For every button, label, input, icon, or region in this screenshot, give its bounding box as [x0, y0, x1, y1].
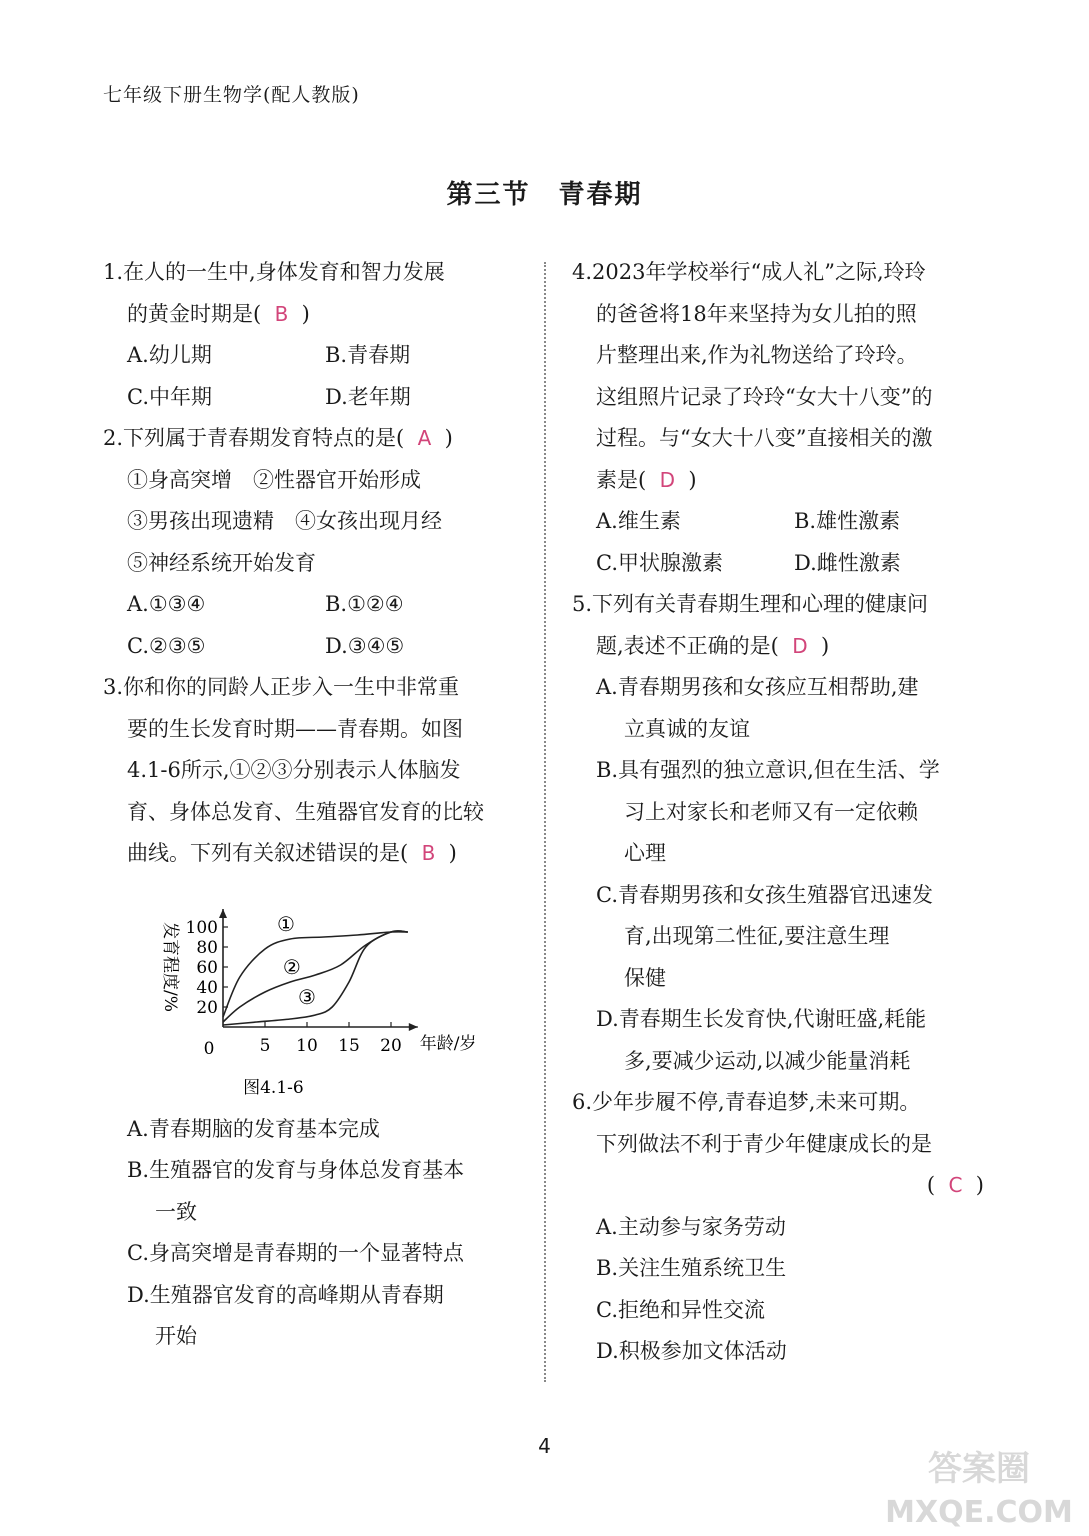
q5-stem-text: 题,表述不正确的是( — [596, 633, 779, 658]
x-tick-label: 20 — [380, 1035, 402, 1056]
q2-answer: A — [417, 426, 432, 450]
svg-text:MXQE.COM: MXQE.COM — [885, 1495, 1073, 1530]
q1-option-b: B.青春期 — [325, 343, 411, 367]
q5-option-b-line2: 习上对家长和老师又有一定依赖 — [624, 799, 918, 824]
q5-answer: D — [792, 633, 808, 658]
x-axis-arrow — [409, 1023, 418, 1031]
question-5 — [572, 584, 992, 1082]
question-1 — [103, 252, 523, 418]
q4-stem-line2: 的爸爸将18年来坚持为女儿拍的照 — [596, 301, 917, 326]
q2-statement-3: ⑤神经系统开始发育 — [127, 550, 316, 575]
x-tick-label: 15 — [338, 1035, 360, 1056]
q3-option-b-line2: 一致 — [155, 1199, 197, 1224]
page-number: 4 — [538, 1434, 551, 1458]
q3-answer: B — [421, 841, 436, 865]
origin-label: 0 — [203, 1038, 215, 1059]
q5-option-a-line1: A.青春期男孩和女孩应互相帮助,建 — [596, 675, 919, 699]
book-header: 七年级下册生物学(配人教版) — [103, 84, 360, 106]
q2-option-c: C.②③⑤ — [127, 633, 206, 658]
q4-option-d: D.雌性激素 — [794, 550, 901, 575]
q5-option-c-line3: 保健 — [624, 965, 666, 990]
figure-4-1-6 — [103, 889, 523, 1103]
q3-stem-text: 曲线。下列有关叙述错误的是( — [127, 841, 409, 865]
q4-stem-line5: 过程。与“女大十八变”直接相关的激 — [596, 426, 933, 450]
q2-options-cd — [103, 626, 523, 668]
q1-option-d: D.老年期 — [325, 384, 411, 409]
development-chart — [103, 889, 523, 1103]
q2-stem-text: 2.下列属于青春期发育特点的是( — [103, 426, 405, 450]
y-tick-label: 80 — [196, 937, 218, 958]
curve-label-2: ② — [282, 954, 301, 979]
q1-stem-text: 的黄金时期是( — [127, 301, 262, 326]
y-axis-arrow — [219, 909, 227, 918]
column-divider — [544, 262, 546, 1382]
q2-option-b: B.①②④ — [325, 592, 404, 616]
q3-stem-line1: 3.你和你的同龄人正步入一生中非常重 — [103, 675, 460, 699]
q3-option-d-line2: 开始 — [155, 1324, 197, 1348]
q1-close-paren: ) — [301, 301, 310, 326]
q2-option-a: A.①③④ — [127, 592, 206, 616]
q4-stem-line1: 4.2023年学校举行“成人礼”之际,玲玲 — [572, 260, 926, 284]
q2-statement-2: ③男孩出现遗精 ④女孩出现月经 — [127, 509, 442, 533]
q3-option-a: A.青春期脑的发育基本完成 — [127, 1116, 380, 1141]
section-topic: 青春期 — [558, 180, 643, 210]
q4-answer: D — [659, 467, 675, 492]
q1-option-a: A.幼儿期 — [127, 343, 212, 367]
q4-stem-line4: 这组照片记录了玲玲“女大十八变”的 — [596, 384, 933, 409]
svg-text:答案圈: 答案圈 — [928, 1449, 1030, 1489]
q2-statement-1: ①身高突增 ②性器官开始形成 — [127, 467, 421, 492]
q3-option-d-line1: D.生殖器官发育的高峰期从青春期 — [127, 1282, 444, 1307]
q4-stem-line6 — [572, 460, 992, 502]
q4-stem-line3: 片整理出来,作为礼物送给了玲玲。 — [596, 343, 918, 367]
y-tick-label: 40 — [196, 977, 218, 998]
x-tick-label: 10 — [296, 1035, 318, 1056]
q5-option-c-line2: 育,出现第二性征,要注意生理 — [624, 924, 890, 948]
q5-option-b-line3: 心理 — [624, 841, 666, 865]
curve-3 — [223, 930, 408, 1024]
q4-option-c: C.甲状腺激素 — [596, 550, 723, 575]
q3-stem-line4: 育、身体总发育、生殖器官发育的比较 — [127, 799, 484, 824]
curve-label-1: ① — [277, 911, 295, 936]
curve-label-3: ③ — [298, 984, 316, 1009]
q5-option-a-line2: 立真诚的友谊 — [624, 716, 750, 741]
question-6 — [572, 1082, 992, 1373]
q4-stem-text: 素是( — [596, 467, 647, 492]
q5-close-paren: ) — [821, 633, 830, 658]
q6-open-paren: ( — [926, 1173, 936, 1197]
q6-option-a: A.主动参与家务劳动 — [596, 1214, 786, 1239]
section-number: 第三节 — [446, 180, 531, 210]
q6-stem-line1: 6.少年步履不停,青春追梦,未来可期。 — [572, 1090, 921, 1114]
q2-close-paren: ) — [444, 426, 453, 450]
q5-option-b-line1: B.具有强烈的独立意识,但在生活、学 — [596, 758, 940, 782]
q2-options-ab — [103, 584, 523, 626]
q6-option-d: D.积极参加文体活动 — [596, 1339, 787, 1363]
q2-option-d: D.③④⑤ — [325, 633, 405, 658]
q4-options-ab — [572, 501, 992, 543]
q4-close-paren: ) — [688, 467, 697, 492]
q5-stem-line1: 5.下列有关青春期生理和心理的健康问 — [572, 592, 929, 616]
q6-answer: C — [948, 1173, 963, 1197]
q3-option-b-line1: B.生殖器官的发育与身体总发育基本 — [127, 1158, 465, 1182]
q5-stem-line2 — [572, 626, 992, 668]
q3-stem-line2: 要的生长发育时期——青春期。如图 — [127, 716, 463, 741]
q1-answer: B — [274, 301, 289, 326]
page-title — [0, 174, 1089, 211]
q4-option-b: B.雄性激素 — [794, 509, 901, 533]
x-tick-label: 5 — [259, 1035, 271, 1056]
q5-option-c-line1: C.青春期男孩和女孩生殖器官迅速发 — [596, 882, 933, 907]
q5-option-d-line2: 多,要减少运动,以减少能量消耗 — [624, 1048, 911, 1073]
q6-stem-line2: 下列做法不利于青少年健康成长的是 — [596, 1131, 932, 1156]
question-4 — [572, 252, 992, 584]
y-tick-label: 20 — [196, 997, 218, 1018]
y-axis-label: 发育程度/% — [160, 921, 180, 1012]
watermark-logo — [879, 1440, 1079, 1530]
q4-option-a: A.维生素 — [596, 509, 681, 533]
q3-stem-line3: 4.1-6所示,①②③分别表示人体脑发 — [127, 758, 461, 782]
q2-stem — [103, 418, 523, 460]
q5-option-d-line1: D.青春期生长发育快,代谢旺盛,耗能 — [596, 1007, 927, 1031]
q1-stem-line2 — [103, 294, 523, 336]
q4-options-cd — [572, 543, 992, 585]
q3-option-c: C.身高突增是青春期的一个显著特点 — [127, 1241, 464, 1265]
q1-stem-line1: 1.在人的一生中,身体发育和智力发展 — [103, 260, 445, 284]
q3-stem-line5 — [103, 833, 523, 875]
q1-option-c: C.中年期 — [127, 384, 212, 409]
right-column — [572, 252, 992, 1373]
q1-options-ab — [103, 335, 523, 377]
x-axis-label: 年龄/岁 — [419, 1033, 477, 1054]
q6-close-paren: ) — [975, 1173, 984, 1197]
q6-answer-line — [572, 1165, 992, 1207]
y-tick-label: 100 — [185, 917, 218, 938]
question-3 — [103, 667, 523, 1358]
q1-options-cd — [103, 377, 523, 419]
question-2 — [103, 418, 523, 667]
figure-caption: 图4.1-6 — [243, 1077, 304, 1098]
q6-option-b: B.关注生殖系统卫生 — [596, 1256, 787, 1280]
left-column — [103, 252, 523, 1358]
q6-option-c: C.拒绝和异性交流 — [596, 1297, 765, 1322]
q3-close-paren: ) — [448, 841, 457, 865]
y-tick-label: 60 — [196, 957, 218, 978]
